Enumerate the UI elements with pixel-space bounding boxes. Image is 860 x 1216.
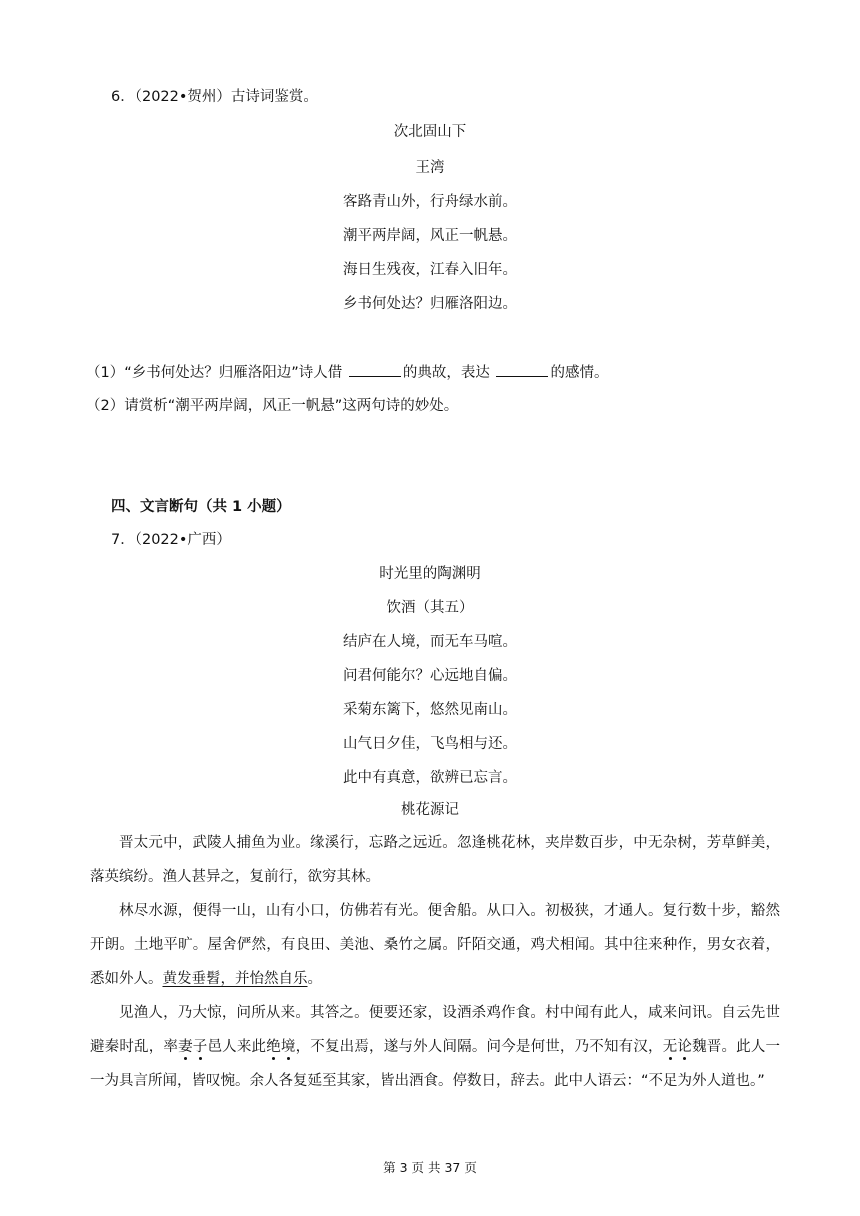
sub-question-1-text-b: 的典故，表达 bbox=[402, 365, 495, 381]
paragraph-3-text-d: 魏晋。此人一一为具言所闻，皆叹惋。余人各复延至其家，皆出酒食。停数日，辞去。此中人语云：“不足为外人道也。” bbox=[90, 1039, 781, 1089]
sub-question-1-text-c: 的感情。 bbox=[550, 365, 609, 381]
poem2-line-5: 此中有真意，欲辨已忘言。 bbox=[343, 770, 517, 786]
poem2-line-2: 问君何能尔？心远地自偏。 bbox=[343, 668, 517, 684]
sub-question-1 bbox=[86, 362, 608, 383]
page-footer: 第 3 页 共 37 页 bbox=[383, 1160, 477, 1175]
section-heading: 四、文言断句（共 1 小题） bbox=[111, 499, 291, 515]
poem2-line-4: 山气日夕佳，飞鸟相与还。 bbox=[343, 736, 517, 752]
dotted-char: 子 bbox=[192, 1039, 208, 1055]
paragraph-3-text-c: ，不复出焉，遂与外人间隔。问今是何世，乃不知有汉， bbox=[295, 1039, 663, 1055]
paragraph-3-text-b: 邑人来此 bbox=[207, 1039, 267, 1055]
prose-paragraph-2 bbox=[90, 894, 780, 996]
dotted-char: 妻 bbox=[178, 1039, 193, 1055]
dotted-char: 无 bbox=[662, 1039, 678, 1055]
paragraph-2-end: 。 bbox=[307, 971, 322, 987]
prose-paragraph-1: 晋太元中，武陵人捕鱼为业。缘溪行，忘路之远近。忽逢桃花林，夹岸数百步，中无杂树，芳草鲜美，落英缤纷。渔人甚异之，复前行，欲穷其林。 bbox=[90, 835, 780, 885]
poem-title: 次北固山下 bbox=[393, 124, 467, 140]
prose-paragraph-3 bbox=[90, 996, 780, 1098]
answer-blank-2[interactable] bbox=[496, 362, 548, 377]
prose-title: 桃花源记 bbox=[401, 802, 459, 818]
question-7-label: 7．（2022•广西） bbox=[111, 532, 231, 548]
poem-line-2: 潮平两岸阔，风正一帆悬。 bbox=[343, 228, 517, 244]
question-6-label: 6．（2022•贺州）古诗词鉴赏。 bbox=[111, 89, 318, 105]
dotted-char: 境 bbox=[280, 1039, 296, 1055]
underlined-sentence: 黄发垂髫，并怡然自乐 bbox=[162, 971, 308, 987]
sub-question-1-text-a: （1）“乡书何处达？归雁洛阳边”诗人借 bbox=[86, 365, 347, 381]
paragraph-2-text: 林尽水源，便得一山，山有小口，仿佛若有光。便舍船。从口入。初极狭，才通人。复行数十步，豁然开朗。土地平旷。屋舍俨然，有良田、美池、桑竹之属。阡陌交通，鸡犬相闻。其中往来种作，男女衣着，悉如外人。 bbox=[90, 903, 780, 987]
dotted-char: 论 bbox=[677, 1039, 693, 1055]
poem-line-3: 海日生残夜，江春入旧年。 bbox=[343, 262, 517, 278]
group-title: 时光里的陶渊明 bbox=[379, 566, 481, 582]
sub-question-2: （2）请赏析“潮平两岸阔，风正一帆悬”这两句诗的妙处。 bbox=[86, 398, 459, 414]
poem2-line-1: 结庐在人境，而无车马喧。 bbox=[343, 634, 517, 650]
poem2-line-3: 采菊东篱下，悠然见南山。 bbox=[343, 702, 517, 718]
poem-line-4: 乡书何处达？归雁洛阳边。 bbox=[343, 296, 517, 312]
dotted-char: 绝 bbox=[266, 1039, 281, 1055]
poem-line-1: 客路青山外，行舟绿水前。 bbox=[343, 194, 517, 210]
poem-title-2: 饮酒（其五） bbox=[386, 600, 474, 616]
poem-author: 王湾 bbox=[415, 160, 445, 176]
answer-blank-1[interactable] bbox=[349, 362, 401, 377]
paragraph-3-text-a: 见渔人，乃大惊，问所从来。其答之。便要还家，设酒杀鸡作食。村中闻有此人，咸来问讯。自云先世避秦时乱，率 bbox=[90, 1005, 780, 1055]
